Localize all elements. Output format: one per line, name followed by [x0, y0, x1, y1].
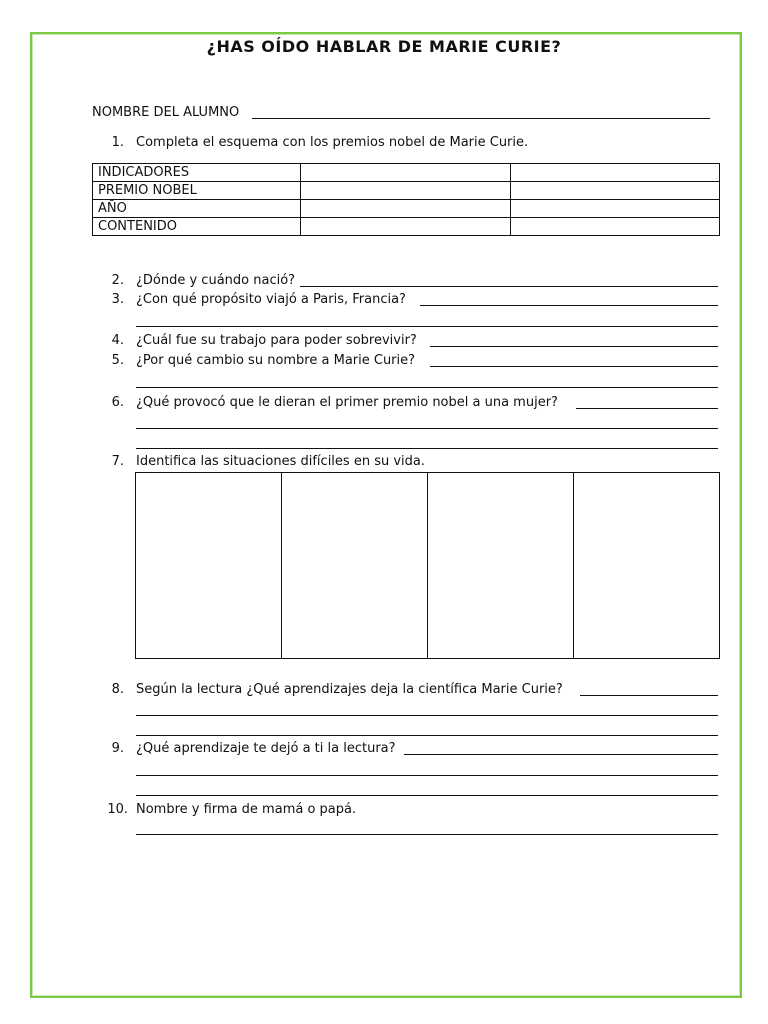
table-cell[interactable] — [511, 218, 720, 236]
answer-line[interactable] — [420, 305, 718, 306]
question-number: 4. — [111, 333, 124, 348]
question-text: ¿Por qué cambio su nombre a Marie Curie? — [136, 353, 416, 368]
table-row-label: PREMIO NOBEL — [93, 182, 301, 200]
table-cell[interactable] — [301, 200, 511, 218]
situation-box[interactable] — [428, 473, 574, 658]
question-number: 7. — [111, 454, 124, 469]
answer-line[interactable] — [430, 366, 718, 367]
question-number: 3. — [111, 292, 124, 307]
answer-line[interactable] — [136, 775, 718, 776]
question-text: Identifica las situaciones difíciles en su vida. — [136, 454, 425, 469]
worksheet-title: ¿HAS OÍDO HABLAR DE MARIE CURIE? — [206, 37, 562, 56]
question-number: 6. — [111, 395, 124, 410]
table-cell[interactable] — [301, 218, 511, 236]
answer-line[interactable] — [136, 387, 718, 388]
question-number: 5. — [111, 353, 124, 368]
question-text: ¿Dónde y cuándo nació? — [136, 273, 296, 288]
table-cell[interactable] — [301, 182, 511, 200]
question-text: Nombre y firma de mamá o papá. — [136, 802, 357, 817]
table-row — [93, 164, 720, 182]
signature-line[interactable] — [136, 834, 718, 835]
table-cell[interactable] — [511, 182, 720, 200]
table-row-label: AÑO — [93, 200, 301, 218]
table-cell[interactable] — [301, 164, 511, 182]
student-name-field[interactable] — [252, 118, 710, 119]
answer-line[interactable] — [580, 695, 718, 696]
question-text: Según la lectura ¿Qué aprendizajes deja la científica Marie Curie? — [136, 682, 563, 697]
question-text: ¿Cuál fue su trabajo para poder sobrevivir? — [136, 333, 417, 348]
table-row-label: CONTENIDO — [93, 218, 301, 236]
answer-line[interactable] — [136, 326, 718, 327]
table-row — [93, 182, 720, 200]
table-row — [93, 200, 720, 218]
question-text: ¿Qué provocó que le dieran el primer premio nobel a una mujer? — [136, 395, 558, 410]
question-number: 2. — [111, 273, 124, 288]
answer-line[interactable] — [430, 346, 718, 347]
situation-box[interactable] — [136, 473, 282, 658]
answer-line[interactable] — [136, 448, 718, 449]
situation-box[interactable] — [574, 473, 719, 658]
question-text: ¿Con qué propósito viajó a Paris, Francia? — [136, 292, 406, 307]
table-row-label: INDICADORES — [93, 164, 301, 182]
question-text: Completa el esquema con los premios nobel de Marie Curie. — [136, 135, 529, 150]
difficult-situations-boxes — [135, 472, 720, 659]
student-name-label: NOMBRE DEL ALUMNO — [92, 105, 240, 120]
question-number: 8. — [111, 682, 124, 697]
answer-line[interactable] — [404, 754, 718, 755]
question-text: ¿Qué aprendizaje te dejó a ti la lectura? — [136, 741, 396, 756]
question-number: 10. — [107, 802, 128, 817]
answer-line[interactable] — [136, 735, 718, 736]
situation-box[interactable] — [282, 473, 428, 658]
answer-line[interactable] — [300, 286, 718, 287]
table-cell[interactable] — [511, 164, 720, 182]
nobel-prizes-table — [92, 163, 720, 236]
answer-line[interactable] — [136, 715, 718, 716]
table-cell[interactable] — [511, 200, 720, 218]
question-number: 1. — [111, 135, 124, 150]
answer-line[interactable] — [576, 408, 718, 409]
table-row — [93, 218, 720, 236]
question-number: 9. — [111, 741, 124, 756]
answer-line[interactable] — [136, 428, 718, 429]
answer-line[interactable] — [136, 795, 718, 796]
